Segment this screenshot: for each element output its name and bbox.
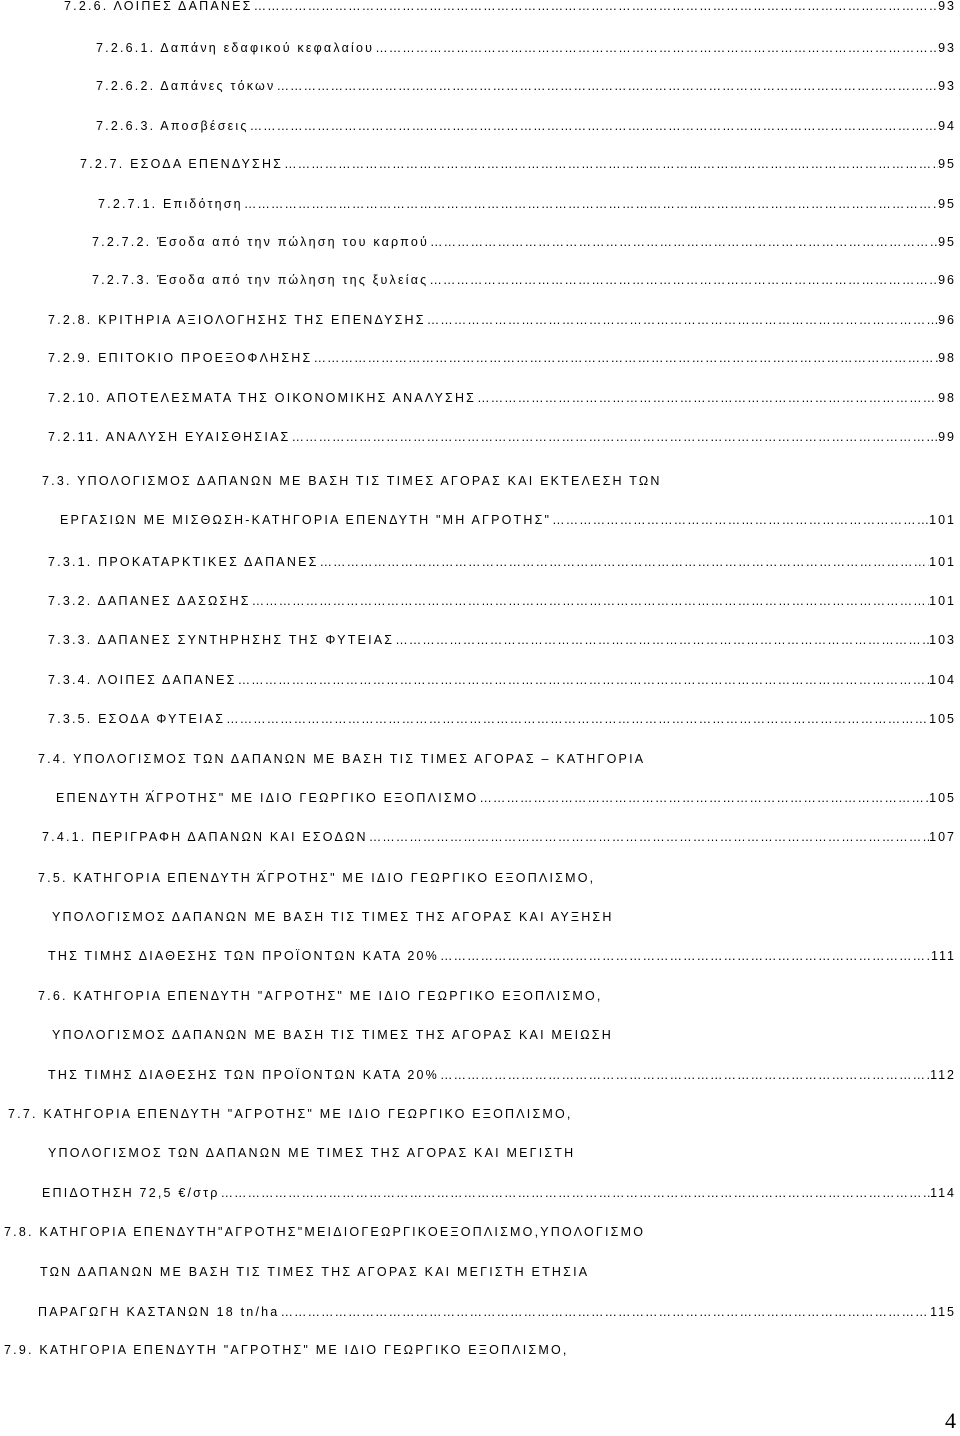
leader-dots xyxy=(313,348,938,368)
toc-entry-label: 7.6. ΚΑΤΗΓΟΡΙΑ ΕΠΕΝΔΥΤΗ "ΑΓΡΟΤΗΣ" ΜΕ ΙΔΙΟ ΓΕΩΡΓΙΚΟ ΕΞΟΠΛΙΣΜΟ, xyxy=(38,989,603,1003)
toc-entry-label: 7.4. ΥΠΟΛΟΓΙΣΜΟΣ ΤΩΝ ΔΑΠΑΝΩΝ ΜΕ ΒΑΣΗ ΤΙΣ ΤΙΜΕΣ ΑΓΟΡΑΣ – ΚΑΤΗΓΟΡΙΑ xyxy=(38,752,646,766)
toc-entry-label: 7.2.6.3. Αποσβέσεις xyxy=(96,119,249,133)
toc-entry-label: ΤΗΣ ΤΙΜΗΣ ΔΙΑΘΕΣΗΣ ΤΩΝ ΠΡΟΪΟΝΤΩΝ ΚΑΤΑ 20% xyxy=(48,949,439,963)
toc-entry-label: 7.2.11. ΑΝΑΛΥΣΗ ΕΥΑΙΣΘΗΣΙΑΣ xyxy=(48,430,291,444)
toc-entry[interactable] xyxy=(80,154,956,174)
toc-entry-page: 105 xyxy=(929,791,956,805)
leader-dots xyxy=(375,38,938,58)
toc-entry-page: 114 xyxy=(930,1186,956,1200)
toc-entry-page: 95 xyxy=(938,157,956,171)
toc-entry[interactable] xyxy=(48,670,956,690)
toc-entry-heading[interactable] xyxy=(4,1222,956,1242)
toc-entry-continuation[interactable] xyxy=(40,1262,956,1282)
toc-entry[interactable] xyxy=(48,348,956,368)
leader-dots xyxy=(320,552,930,572)
leader-dots xyxy=(479,788,929,808)
toc-entry-page: 95 xyxy=(938,197,956,211)
toc-entry[interactable] xyxy=(48,310,956,330)
toc-entry-page: 104 xyxy=(929,673,956,687)
toc-entry-label: 7.2.7.1. Επιδότηση xyxy=(98,197,243,211)
leader-dots xyxy=(250,116,939,136)
toc-entry-heading[interactable] xyxy=(8,1104,956,1124)
toc-entry-label: 7.5. ΚΑΤΗΓΟΡΙΑ ΕΠΕΝΔΥΤΗ Ά́ΓΡΟΤΗΣ" ΜΕ ΙΔΙΟ ΓΕΩΡΓΙΚΟ ΕΞΟΠΛΙΣΜΟ, xyxy=(38,871,596,885)
toc-entry-label: ΥΠΟΛΟΓΙΣΜΟΣ ΔΑΠΑΝΩΝ ΜΕ ΒΑΣΗ ΤΙΣ ΤΙΜΕΣ ΤΗΣ ΑΓΟΡΑΣ ΚΑΙ ΜΕΙΩΣΗ xyxy=(52,1028,613,1042)
toc-entry-label: ΥΠΟΛΟΓΙΣΜΟΣ ΤΩΝ ΔΑΠΑΝΩΝ ΜΕ ΤΙΜΕΣ ΤΗΣ ΑΓΟΡΑΣ ΚΑΙ ΜΕΓΙΣΤΗ xyxy=(48,1146,576,1160)
toc-entry-page: 98 xyxy=(938,351,956,365)
toc-entry-label: 7.2.9. ΕΠΙΤΟΚΙΟ ΠΡΟΕΞΟΦΛΗΣΗΣ xyxy=(48,351,313,365)
toc-entry-label: 7.7. ΚΑΤΗΓΟΡΙΑ ΕΠΕΝΔΥΤΗ "ΑΓΡΟΤΗΣ" ΜΕ ΙΔΙΟ ΓΕΩΡΓΙΚΟ ΕΞΟΠΛΙΣΜΟ, xyxy=(8,1107,573,1121)
toc-entry-label: 7.2.10. ΑΠΟΤΕΛΕΣΜΑΤΑ ΤΗΣ ΟΙΚΟΝΟΜΙΚΗΣ ΑΝΑΛΥΣΗΣ xyxy=(48,391,477,405)
toc-entry[interactable] xyxy=(42,827,956,847)
toc-entry-label: 7.3.2. ΔΑΠΑΝΕΣ ΔΑΣΩΣΗΣ xyxy=(48,594,251,608)
leader-dots xyxy=(440,946,931,966)
toc-entry-heading[interactable] xyxy=(38,868,956,888)
toc-entry-page: 94 xyxy=(938,119,956,133)
toc-entry[interactable] xyxy=(96,38,956,58)
toc-entry-label: 7.3.3. ΔΑΠΑΝΕΣ ΣΥΝΤΗΡΗΣΗΣ ΤΗΣ ΦΥΤΕΙΑΣ xyxy=(48,633,395,647)
toc-entry-label: 7.3. ΥΠΟΛΟΓΙΣΜΟΣ ΔΑΠΑΝΩΝ ΜΕ ΒΑΣΗ ΤΙΣ ΤΙΜΕΣ ΑΓΟΡΑΣ ΚΑΙ ΕΚΤΕΛΕΣΗ ΤΩΝ xyxy=(42,474,662,488)
toc-entry-heading[interactable] xyxy=(4,1340,956,1360)
leader-dots xyxy=(276,76,938,96)
toc-entry-continuation[interactable] xyxy=(52,1025,956,1045)
toc-entry-page: 96 xyxy=(938,313,956,327)
toc-entry-label: 7.3.4. ΛΟΙΠΕΣ ΔΑΠΑΝΕΣ xyxy=(48,673,237,687)
toc-entry-page: 112 xyxy=(930,1068,956,1082)
leader-dots xyxy=(552,510,929,530)
toc-entry-label: 7.2.8. ΚΡΙΤΗΡΙΑ ΑΞΙΟΛΟΓΗΣΗΣ ΤΗΣ ΕΠΕΝΔΥΣΗΣ xyxy=(48,313,426,327)
toc-entry-page: 101 xyxy=(929,555,956,569)
toc-entry-label: ΕΡΓΑΣΙΩΝ ΜΕ ΜΙΣΘΩΣΗ-ΚΑΤΗΓΟΡΙΑ ΕΠΕΝΔΥΤΗ "ΜΗ ΑΓΡΟΤΗΣ" xyxy=(60,513,552,527)
toc-entry-page: 93 xyxy=(938,0,956,13)
toc-entry[interactable] xyxy=(48,946,956,966)
toc-entry[interactable] xyxy=(42,1183,956,1203)
toc-entry[interactable] xyxy=(56,788,956,808)
toc-entry-page: 103 xyxy=(929,633,956,647)
toc-entry-page: 101 xyxy=(929,594,956,608)
toc-entry-heading[interactable] xyxy=(38,749,956,769)
toc-entry[interactable] xyxy=(60,510,956,530)
toc-entry-label: 7.4.1. ΠΕΡΙΓΡΑΦΗ ΔΑΠΑΝΩΝ ΚΑΙ ΕΣΟΔΩΝ xyxy=(42,830,368,844)
leader-dots xyxy=(254,0,939,16)
leader-dots xyxy=(429,270,938,290)
toc-entry-page: 111 xyxy=(930,949,956,963)
toc-entry-label: 7.2.6. ΛΟΙΠΕΣ ΔΑΠΑΝΕΣ xyxy=(64,0,253,13)
toc-entry-label: 7.8. ΚΑΤΗΓΟΡΙΑ ΕΠΕΝΔΥΤΗ"ΑΓΡΟΤΗΣ"ΜΕΙΔΙΟΓΕΩΡΓΙΚΟΕΞΟΠΛΙΣΜΟ,ΥΠΟΛΟΓΙΣΜΟ xyxy=(4,1225,646,1239)
leader-dots xyxy=(440,1065,930,1085)
toc-entry-label: ΕΠΕΝΔΥΤΗ Ά́ΓΡΟΤΗΣ" ΜΕ ΙΔΙΟ ΓΕΩΡΓΙΚΟ ΕΞΟΠΛΙΣΜΟ xyxy=(56,791,479,805)
toc-entry-page: 101 xyxy=(929,513,956,527)
page-number: 4 xyxy=(945,1408,956,1433)
toc-entry[interactable] xyxy=(92,232,956,252)
leader-dots xyxy=(244,194,938,214)
leader-dots xyxy=(252,591,930,611)
toc-entry-label: ΤΗΣ ΤΙΜΗΣ ΔΙΑΘΕΣΗΣ ΤΩΝ ΠΡΟΪΟΝΤΩΝ ΚΑΤΑ 20% xyxy=(48,1068,439,1082)
toc-entry-page: 105 xyxy=(929,712,956,726)
toc-entry[interactable] xyxy=(48,630,956,650)
leader-dots xyxy=(430,232,938,252)
leader-dots xyxy=(284,154,938,174)
toc-entry-page: 107 xyxy=(929,830,956,844)
toc-entry-label: 7.2.7. ΕΣΟΔΑ ΕΠΕΝΔΥΣΗΣ xyxy=(80,157,284,171)
toc-entry-heading[interactable] xyxy=(42,471,956,491)
toc-entry-label: ΥΠΟΛΟΓΙΣΜΟΣ ΔΑΠΑΝΩΝ ΜΕ ΒΑΣΗ ΤΙΣ ΤΙΜΕΣ ΤΗΣ ΑΓΟΡΑΣ ΚΑΙ ΑΥΞΗΣΗ xyxy=(52,910,614,924)
leader-dots xyxy=(280,1302,930,1322)
toc-entry-continuation[interactable] xyxy=(52,907,956,927)
leader-dots xyxy=(477,388,938,408)
toc-entry-page: 99 xyxy=(938,430,956,444)
leader-dots xyxy=(369,827,929,847)
leader-dots xyxy=(221,1183,931,1203)
leader-dots xyxy=(395,630,929,650)
leader-dots xyxy=(226,709,929,729)
toc-entry-label: 7.9. ΚΑΤΗΓΟΡΙΑ ΕΠΕΝΔΥΤΗ "ΑΓΡΟΤΗΣ" ΜΕ ΙΔΙΟ ΓΕΩΡΓΙΚΟ ΕΞΟΠΛΙΣΜΟ, xyxy=(4,1343,569,1357)
leader-dots xyxy=(291,427,938,447)
toc-entry-page: 96 xyxy=(938,273,956,287)
toc-entry-page: 95 xyxy=(938,235,956,249)
toc-entry[interactable] xyxy=(48,1065,956,1085)
leader-dots xyxy=(238,670,930,690)
toc-entry-label: 7.3.1. ΠΡΟΚΑΤΑΡΚΤΙΚΕΣ ΔΑΠΑΝΕΣ xyxy=(48,555,319,569)
toc-entry-page: 93 xyxy=(938,41,956,55)
toc-entry-heading[interactable] xyxy=(38,986,956,1006)
toc-entry-label: 7.2.6.1. Δαπάνη εδαφικού κεφαλαίου xyxy=(96,41,375,55)
toc-entry[interactable] xyxy=(48,388,956,408)
leader-dots xyxy=(427,310,938,330)
toc-entry-label: 7.2.6.2. Δαπάνες τόκων xyxy=(96,79,276,93)
toc-entry-label: ΤΩΝ ΔΑΠΑΝΩΝ ΜΕ ΒΑΣΗ ΤΙΣ ΤΙΜΕΣ ΤΗΣ ΑΓΟΡΑΣ ΚΑΙ ΜΕΓΙΣΤΗ ΕΤΗΣΙΑ xyxy=(40,1265,590,1279)
toc-entry-page: 93 xyxy=(938,79,956,93)
toc-entry-label: ΕΠΙΔΟΤΗΣΗ 72,5 €/στρ xyxy=(42,1186,220,1200)
toc-entry-label: 7.2.7.3. Έσοδα από την πώληση της ξυλείας xyxy=(92,273,429,287)
toc-entry[interactable] xyxy=(48,552,956,572)
toc-entry[interactable] xyxy=(92,270,956,290)
toc-entry[interactable] xyxy=(64,0,956,16)
toc-entry-page: 98 xyxy=(938,391,956,405)
toc-entry-page: 115 xyxy=(930,1305,956,1319)
toc-entry[interactable] xyxy=(48,591,956,611)
toc-entry[interactable] xyxy=(98,194,956,214)
toc-entry[interactable] xyxy=(38,1302,956,1322)
toc-entry[interactable] xyxy=(48,709,956,729)
toc-entry-label: 7.3.5. ΕΣΟΔΑ ΦΥΤΕΙΑΣ xyxy=(48,712,226,726)
toc-entry-label: ΠΑΡΑΓΩΓΗ ΚΑΣΤΑΝΩΝ 18 tn/ha xyxy=(38,1305,280,1319)
toc-entry[interactable] xyxy=(96,116,956,136)
toc-entry-continuation[interactable] xyxy=(48,1143,956,1163)
toc-entry[interactable] xyxy=(48,427,956,447)
toc-entry[interactable] xyxy=(96,76,956,96)
toc-entry-label: 7.2.7.2. Έσοδα από την πώληση του καρπού xyxy=(92,235,430,249)
